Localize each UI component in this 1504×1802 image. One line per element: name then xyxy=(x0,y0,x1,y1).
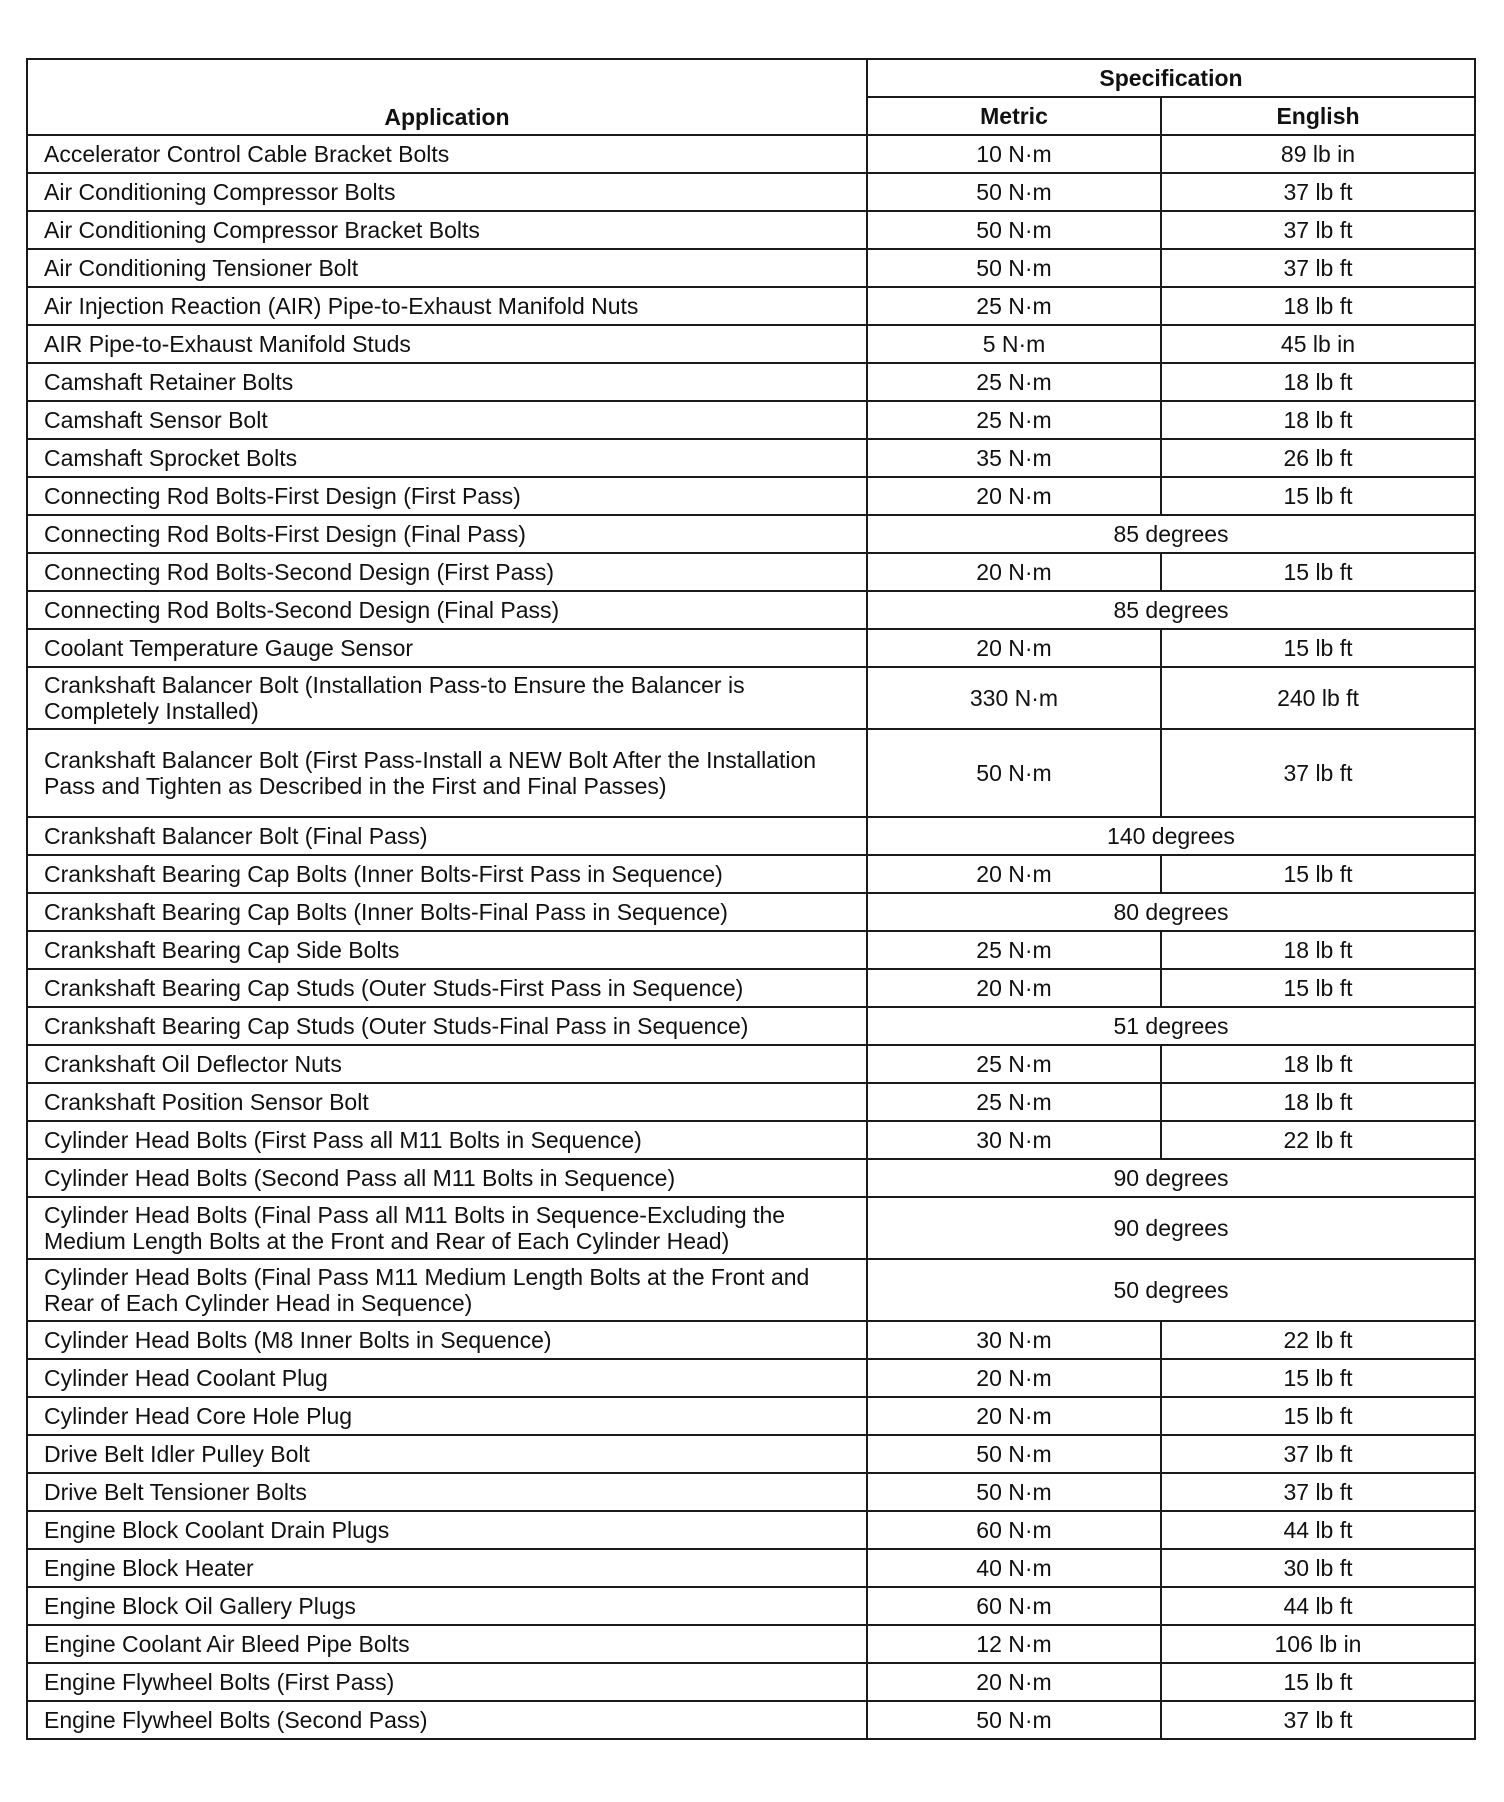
application-cell: Drive Belt Idler Pulley Bolt xyxy=(27,1435,867,1473)
application-cell: Crankshaft Bearing Cap Studs (Outer Studs-First Pass in Sequence) xyxy=(27,969,867,1007)
metric-cell: 30 N·m xyxy=(867,1321,1161,1359)
table-row xyxy=(27,1083,1475,1121)
metric-cell: 25 N·m xyxy=(867,363,1161,401)
header-row-top xyxy=(27,59,1475,97)
table-row xyxy=(27,515,1475,553)
application-cell: Cylinder Head Bolts (M8 Inner Bolts in Sequence) xyxy=(27,1321,867,1359)
table-row xyxy=(27,477,1475,515)
table-row xyxy=(27,363,1475,401)
table-row xyxy=(27,1587,1475,1625)
application-cell: Camshaft Sensor Bolt xyxy=(27,401,867,439)
table-row xyxy=(27,173,1475,211)
metric-cell: 20 N·m xyxy=(867,1397,1161,1435)
table-row xyxy=(27,1701,1475,1739)
application-cell: Camshaft Retainer Bolts xyxy=(27,363,867,401)
application-cell: Camshaft Sprocket Bolts xyxy=(27,439,867,477)
application-cell: Connecting Rod Bolts-First Design (Final Pass) xyxy=(27,515,867,553)
metric-cell: 20 N·m xyxy=(867,629,1161,667)
english-cell: 106 lb in xyxy=(1161,1625,1475,1663)
angle-spec-cell: 50 degrees xyxy=(867,1259,1475,1321)
english-cell: 15 lb ft xyxy=(1161,1397,1475,1435)
application-cell: Crankshaft Balancer Bolt (Installation Pass-to Ensure the Balancer is Completely Installed) xyxy=(27,667,867,729)
application-cell: Engine Flywheel Bolts (First Pass) xyxy=(27,1663,867,1701)
metric-cell: 25 N·m xyxy=(867,287,1161,325)
english-cell: 15 lb ft xyxy=(1161,477,1475,515)
english-cell: 15 lb ft xyxy=(1161,1663,1475,1701)
application-cell: Drive Belt Tensioner Bolts xyxy=(27,1473,867,1511)
table-row xyxy=(27,135,1475,173)
table-row xyxy=(27,1121,1475,1159)
metric-cell: 5 N·m xyxy=(867,325,1161,363)
english-cell: 240 lb ft xyxy=(1161,667,1475,729)
table-row xyxy=(27,287,1475,325)
english-cell: 15 lb ft xyxy=(1161,1359,1475,1397)
english-cell: 44 lb ft xyxy=(1161,1511,1475,1549)
metric-cell: 50 N·m xyxy=(867,211,1161,249)
application-cell: Crankshaft Bearing Cap Bolts (Inner Bolts-Final Pass in Sequence) xyxy=(27,893,867,931)
table-row xyxy=(27,1625,1475,1663)
metric-cell: 50 N·m xyxy=(867,1701,1161,1739)
english-cell: 18 lb ft xyxy=(1161,931,1475,969)
table-header xyxy=(27,59,1475,135)
metric-cell: 50 N·m xyxy=(867,1473,1161,1511)
application-cell: Crankshaft Bearing Cap Studs (Outer Studs-Final Pass in Sequence) xyxy=(27,1007,867,1045)
application-cell: Connecting Rod Bolts-Second Design (Final Pass) xyxy=(27,591,867,629)
application-cell: Crankshaft Balancer Bolt (Final Pass) xyxy=(27,817,867,855)
application-cell: AIR Pipe-to-Exhaust Manifold Studs xyxy=(27,325,867,363)
application-cell: Cylinder Head Coolant Plug xyxy=(27,1359,867,1397)
table-row xyxy=(27,401,1475,439)
metric-cell: 30 N·m xyxy=(867,1121,1161,1159)
table-row xyxy=(27,1435,1475,1473)
application-cell: Crankshaft Oil Deflector Nuts xyxy=(27,1045,867,1083)
metric-cell: 50 N·m xyxy=(867,1435,1161,1473)
application-cell: Air Conditioning Compressor Bolts xyxy=(27,173,867,211)
application-cell: Engine Block Coolant Drain Plugs xyxy=(27,1511,867,1549)
english-cell: 22 lb ft xyxy=(1161,1121,1475,1159)
metric-cell: 20 N·m xyxy=(867,1663,1161,1701)
metric-cell: 60 N·m xyxy=(867,1511,1161,1549)
application-cell: Cylinder Head Core Hole Plug xyxy=(27,1397,867,1435)
application-column-header: Application xyxy=(27,59,867,135)
english-cell: 18 lb ft xyxy=(1161,1083,1475,1121)
english-cell: 44 lb ft xyxy=(1161,1587,1475,1625)
english-cell: 15 lb ft xyxy=(1161,553,1475,591)
application-cell: Cylinder Head Bolts (Second Pass all M11 Bolts in Sequence) xyxy=(27,1159,867,1197)
english-cell: 15 lb ft xyxy=(1161,855,1475,893)
application-cell: Connecting Rod Bolts-Second Design (First Pass) xyxy=(27,553,867,591)
application-cell: Engine Block Heater xyxy=(27,1549,867,1587)
metric-cell: 50 N·m xyxy=(867,729,1161,817)
angle-spec-cell: 80 degrees xyxy=(867,893,1475,931)
metric-cell: 20 N·m xyxy=(867,969,1161,1007)
table-row xyxy=(27,969,1475,1007)
metric-column-header: Metric xyxy=(867,97,1161,135)
application-cell: Air Injection Reaction (AIR) Pipe-to-Exhaust Manifold Nuts xyxy=(27,287,867,325)
application-cell: Crankshaft Bearing Cap Side Bolts xyxy=(27,931,867,969)
table-row xyxy=(27,1045,1475,1083)
english-column-header: English xyxy=(1161,97,1475,135)
application-cell: Cylinder Head Bolts (First Pass all M11 Bolts in Sequence) xyxy=(27,1121,867,1159)
english-cell: 37 lb ft xyxy=(1161,211,1475,249)
english-cell: 15 lb ft xyxy=(1161,629,1475,667)
application-cell: Coolant Temperature Gauge Sensor xyxy=(27,629,867,667)
table-row xyxy=(27,249,1475,287)
table-row xyxy=(27,729,1475,817)
english-cell: 37 lb ft xyxy=(1161,729,1475,817)
table-row xyxy=(27,667,1475,729)
application-cell: Connecting Rod Bolts-First Design (First Pass) xyxy=(27,477,867,515)
table-row xyxy=(27,1663,1475,1701)
torque-specification-table xyxy=(26,58,1476,1740)
table-row xyxy=(27,1321,1475,1359)
metric-cell: 50 N·m xyxy=(867,173,1161,211)
metric-cell: 25 N·m xyxy=(867,1083,1161,1121)
metric-cell: 50 N·m xyxy=(867,249,1161,287)
english-cell: 37 lb ft xyxy=(1161,1435,1475,1473)
english-cell: 30 lb ft xyxy=(1161,1549,1475,1587)
table-row xyxy=(27,1473,1475,1511)
english-cell: 18 lb ft xyxy=(1161,363,1475,401)
metric-cell: 25 N·m xyxy=(867,401,1161,439)
metric-cell: 20 N·m xyxy=(867,855,1161,893)
table-row xyxy=(27,1549,1475,1587)
application-cell: Accelerator Control Cable Bracket Bolts xyxy=(27,135,867,173)
english-cell: 37 lb ft xyxy=(1161,1473,1475,1511)
english-cell: 15 lb ft xyxy=(1161,969,1475,1007)
angle-spec-cell: 90 degrees xyxy=(867,1159,1475,1197)
english-cell: 26 lb ft xyxy=(1161,439,1475,477)
metric-cell: 25 N·m xyxy=(867,1045,1161,1083)
application-cell: Cylinder Head Bolts (Final Pass M11 Medium Length Bolts at the Front and Rear of Each Cylinder Head in Sequence) xyxy=(27,1259,867,1321)
table-row xyxy=(27,591,1475,629)
specification-column-header: Specification xyxy=(867,59,1475,97)
english-cell: 22 lb ft xyxy=(1161,1321,1475,1359)
angle-spec-cell: 85 degrees xyxy=(867,591,1475,629)
table-row xyxy=(27,1007,1475,1045)
table-body xyxy=(27,135,1475,1739)
table-row xyxy=(27,1159,1475,1197)
table-row xyxy=(27,211,1475,249)
table-row xyxy=(27,1197,1475,1259)
angle-spec-cell: 140 degrees xyxy=(867,817,1475,855)
application-cell: Crankshaft Bearing Cap Bolts (Inner Bolts-First Pass in Sequence) xyxy=(27,855,867,893)
application-cell: Air Conditioning Tensioner Bolt xyxy=(27,249,867,287)
metric-cell: 20 N·m xyxy=(867,477,1161,515)
table-row xyxy=(27,439,1475,477)
english-cell: 18 lb ft xyxy=(1161,401,1475,439)
english-cell: 89 lb in xyxy=(1161,135,1475,173)
table-row xyxy=(27,817,1475,855)
table-row xyxy=(27,629,1475,667)
application-cell: Crankshaft Position Sensor Bolt xyxy=(27,1083,867,1121)
table-row xyxy=(27,553,1475,591)
angle-spec-cell: 51 degrees xyxy=(867,1007,1475,1045)
application-cell: Cylinder Head Bolts (Final Pass all M11 Bolts in Sequence-Excluding the Medium Length Bolts at the Front and Rear of Each Cylinder Head) xyxy=(27,1197,867,1259)
application-cell: Crankshaft Balancer Bolt (First Pass-Install a NEW Bolt After the Installation Pass and Tighten as Described in the First and Final Passes) xyxy=(27,729,867,817)
english-cell: 18 lb ft xyxy=(1161,287,1475,325)
table-row xyxy=(27,1259,1475,1321)
metric-cell: 12 N·m xyxy=(867,1625,1161,1663)
metric-cell: 25 N·m xyxy=(867,931,1161,969)
angle-spec-cell: 85 degrees xyxy=(867,515,1475,553)
english-cell: 45 lb in xyxy=(1161,325,1475,363)
english-cell: 37 lb ft xyxy=(1161,249,1475,287)
metric-cell: 330 N·m xyxy=(867,667,1161,729)
table-row xyxy=(27,855,1475,893)
metric-cell: 10 N·m xyxy=(867,135,1161,173)
table-row xyxy=(27,1397,1475,1435)
metric-cell: 60 N·m xyxy=(867,1587,1161,1625)
application-cell: Engine Flywheel Bolts (Second Pass) xyxy=(27,1701,867,1739)
metric-cell: 40 N·m xyxy=(867,1549,1161,1587)
english-cell: 18 lb ft xyxy=(1161,1045,1475,1083)
metric-cell: 35 N·m xyxy=(867,439,1161,477)
application-cell: Engine Block Oil Gallery Plugs xyxy=(27,1587,867,1625)
metric-cell: 20 N·m xyxy=(867,553,1161,591)
table-row xyxy=(27,1359,1475,1397)
table-row xyxy=(27,325,1475,363)
metric-cell: 20 N·m xyxy=(867,1359,1161,1397)
table-row xyxy=(27,893,1475,931)
table-row xyxy=(27,931,1475,969)
english-cell: 37 lb ft xyxy=(1161,1701,1475,1739)
english-cell: 37 lb ft xyxy=(1161,173,1475,211)
angle-spec-cell: 90 degrees xyxy=(867,1197,1475,1259)
application-cell: Air Conditioning Compressor Bracket Bolts xyxy=(27,211,867,249)
table-row xyxy=(27,1511,1475,1549)
application-cell: Engine Coolant Air Bleed Pipe Bolts xyxy=(27,1625,867,1663)
